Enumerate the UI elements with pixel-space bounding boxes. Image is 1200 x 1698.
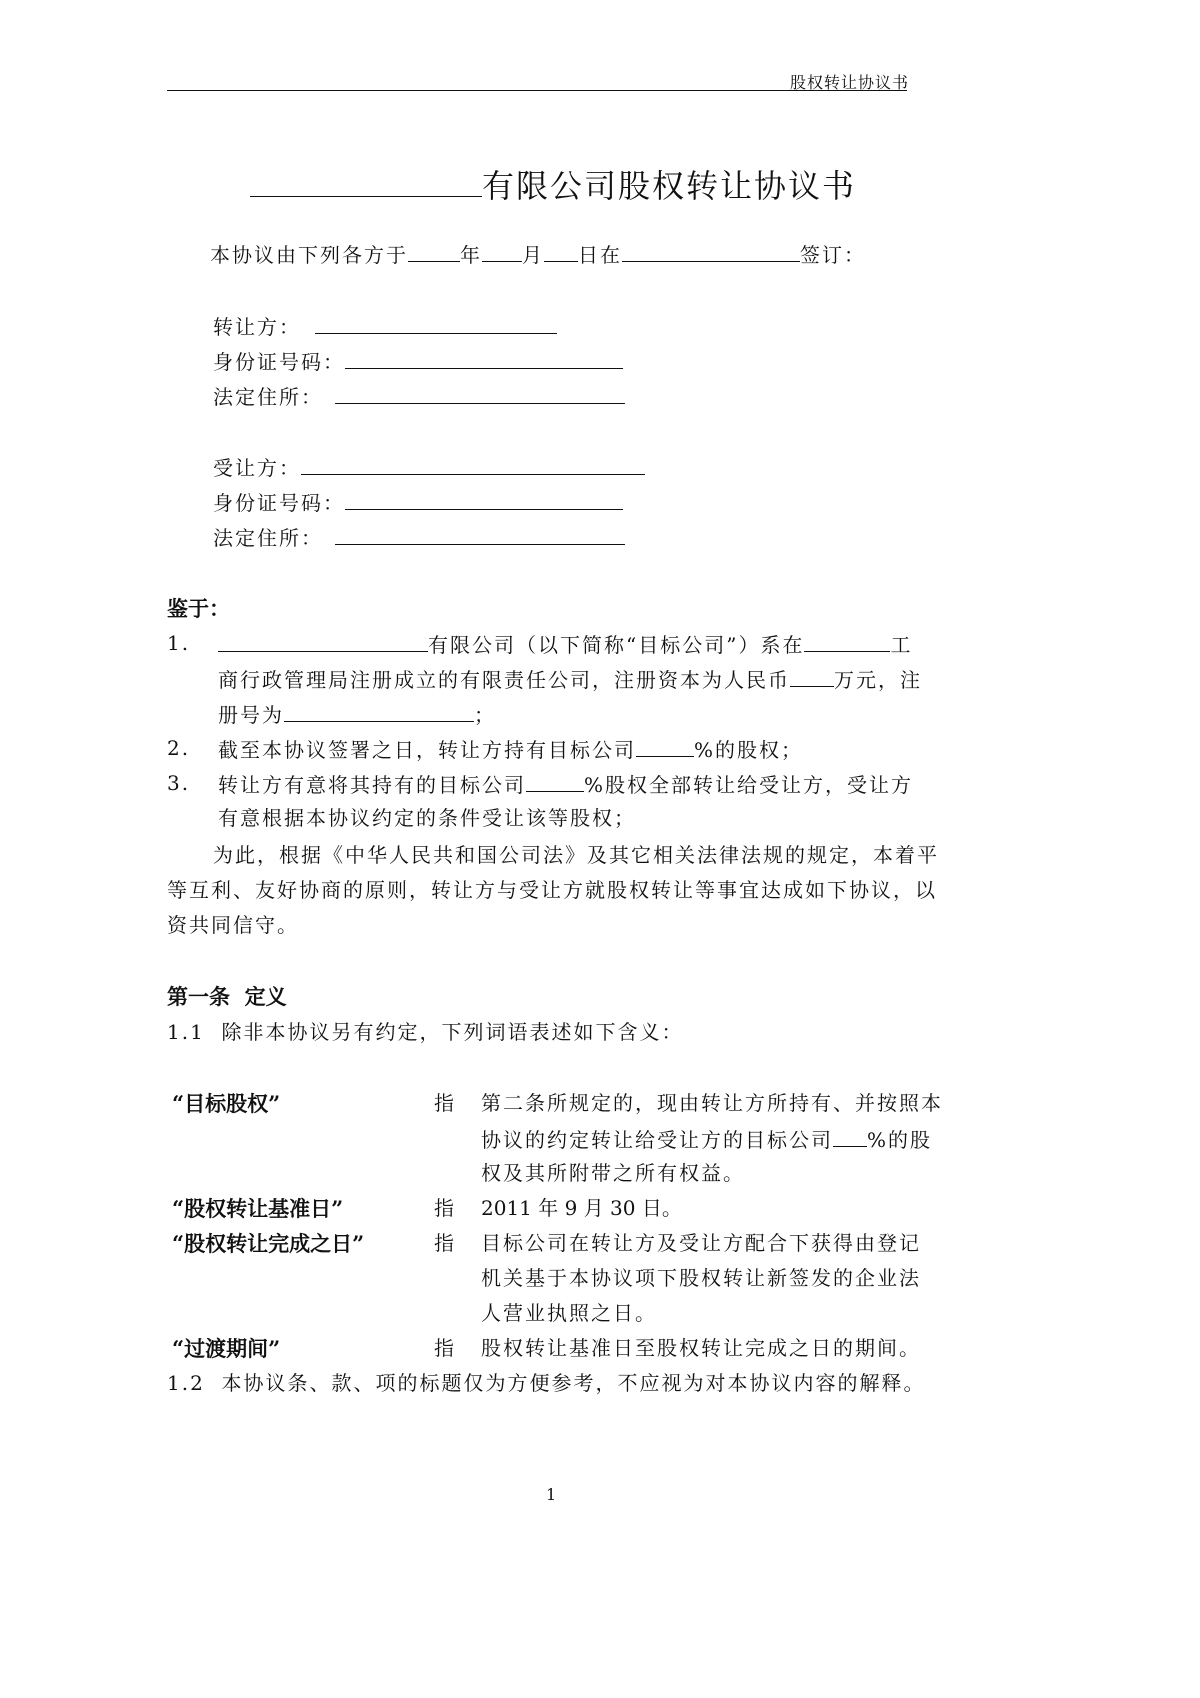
intro-line [210, 243, 866, 265]
transferor-address-row [213, 385, 625, 407]
item1-line2-b: 万元，注 [834, 668, 922, 692]
transfer-percent-blank[interactable] [526, 773, 584, 792]
month-blank[interactable] [482, 243, 522, 262]
equity-percent-blank[interactable] [636, 738, 694, 757]
definition-means: 指 [434, 1196, 456, 1220]
target-company-blank[interactable] [218, 633, 428, 652]
definition-text-line: 第二条所规定的，现由转让方所持有、并按照本 [481, 1091, 943, 1115]
transferee-address-field[interactable] [335, 526, 625, 545]
transferor-id-label: 身份证号码： [213, 350, 345, 374]
definition-text-line: 人营业执照之日。 [481, 1301, 657, 1325]
whereas-para-line1: 为此，根据《中华人民共和国公司法》及其它相关法律法规的规定，本着平 [213, 843, 939, 867]
intro-month: 月 [522, 243, 544, 267]
definition-text-line: 目标公司在转让方及受让方配合下获得由登记 [481, 1231, 921, 1255]
definition-text-line [481, 1128, 932, 1150]
transferee-address-label: 法定住所： [213, 526, 323, 550]
transferor-name-label: 转让方： [213, 315, 301, 339]
whereas-item1-line3 [218, 703, 496, 725]
transferor-name-row [213, 315, 557, 337]
transferor-address-field[interactable] [335, 385, 625, 404]
page-number: 1 [546, 1485, 557, 1504]
header-rule [167, 90, 907, 91]
day-blank[interactable] [544, 243, 578, 262]
clause-1-2: 1.2 本协议条、款、项的标题仅为方便参考，不应视为对本协议内容的解释。 [167, 1371, 926, 1395]
definition-text-part: %的股 [867, 1128, 933, 1152]
whereas-para-line2: 等互利、友好协商的原则，转让方与受让方就股权转让等事宜达成如下协议，以 [167, 878, 937, 902]
whereas-item2-num: 2. [167, 736, 191, 760]
document-title [250, 167, 857, 205]
transferee-id-row [213, 491, 623, 513]
definition-text-line: 机关基于本协议项下股权转让新签发的企业法 [481, 1266, 921, 1290]
item1-text-a: 有限公司（以下简称“目标公司”）系在 [428, 633, 805, 657]
transferor-address-label: 法定住所： [213, 385, 323, 409]
transferor-id-row [213, 350, 623, 372]
whereas-item2 [218, 738, 803, 760]
registration-number-blank[interactable] [284, 703, 474, 722]
intro-prefix: 本协议由下列各方于 [210, 243, 408, 267]
transferee-address-row [213, 526, 625, 548]
year-blank[interactable] [408, 243, 460, 262]
definition-text-line: 股权转让基准日至股权转让完成之日的期间。 [481, 1336, 921, 1360]
transferor-name-field[interactable] [315, 315, 557, 334]
running-header: 股权转让协议书 [790, 73, 910, 92]
transferee-id-label: 身份证号码： [213, 491, 345, 515]
definition-means: 指 [434, 1091, 456, 1115]
transferee-name-field[interactable] [301, 456, 645, 475]
definition-text-line: 权及其所附带之所有权益。 [481, 1161, 745, 1185]
definition-text-line: 2011 年 9 月 30 日。 [481, 1196, 682, 1220]
definition-term: “过渡期间” [172, 1336, 281, 1361]
article1-heading: 第一条 定义 [167, 984, 287, 1009]
registered-capital-blank[interactable] [790, 668, 834, 687]
whereas-item1-line2 [218, 668, 922, 690]
item1-line3-b: ； [474, 703, 496, 727]
transferee-name-label: 受让方： [213, 456, 301, 480]
intro-suffix: 签订： [800, 243, 866, 267]
definition-text-part: 协议的约定转让给受让方的目标公司 [481, 1128, 833, 1152]
whereas-item3-line2: 有意根据本协议约定的条件受让该等股权； [218, 806, 636, 830]
definition-term: “股权转让完成之日” [172, 1231, 365, 1256]
place-blank[interactable] [622, 243, 800, 262]
item1-text-b: 工 [890, 633, 913, 657]
item1-line3-a: 册号为 [218, 703, 284, 727]
transferee-id-field[interactable] [345, 491, 623, 510]
whereas-heading: 鉴于： [167, 596, 230, 621]
item3-text-b: %股权全部转让给受让方，受让方 [584, 773, 914, 797]
item3-text-a: 转让方有意将其持有的目标公司 [218, 773, 526, 797]
definition-term: “股权转让基准日” [172, 1196, 344, 1221]
intro-year: 年 [460, 243, 482, 267]
registration-bureau-blank[interactable] [804, 633, 890, 652]
item2-text-a: 截至本协议签署之日，转让方持有目标公司 [218, 738, 636, 762]
item1-line2-a: 商行政管理局注册成立的有限责任公司，注册资本为人民币 [218, 668, 790, 692]
definition-means: 指 [434, 1336, 456, 1360]
clause-1-1: 1.1 除非本协议另有约定，下列词语表述如下含义： [167, 1020, 684, 1044]
whereas-item1-line1 [218, 633, 912, 655]
title-text: 有限公司股权转让协议书 [482, 167, 857, 205]
target-equity-percent-blank[interactable] [833, 1128, 867, 1147]
definition-means: 指 [434, 1231, 456, 1255]
definition-term: “目标股权” [172, 1091, 281, 1116]
whereas-item1-num: 1. [167, 631, 191, 655]
whereas-item3-num: 3. [167, 771, 191, 795]
whereas-item3-line1 [218, 773, 913, 795]
company-name-blank[interactable] [250, 168, 482, 197]
item2-text-b: %的股权； [694, 738, 804, 762]
transferor-id-field[interactable] [345, 350, 623, 369]
whereas-para-line3: 资共同信守。 [167, 913, 299, 937]
transferee-name-row [213, 456, 645, 478]
intro-day: 日在 [578, 243, 622, 267]
